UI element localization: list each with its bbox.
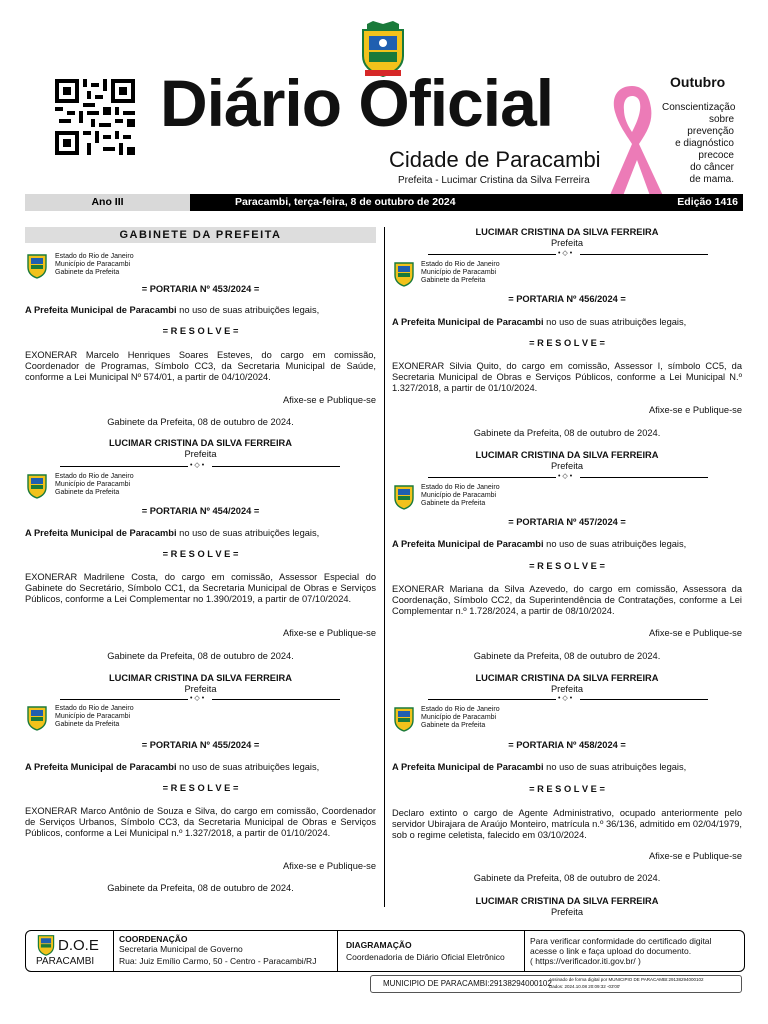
resolve-heading: = R E S O L V E =	[529, 784, 605, 794]
newspaper-title: Diário Oficial	[160, 66, 554, 140]
section-heading: GABINETE DA PREFEITA	[25, 227, 376, 243]
divider: • ◇ •	[428, 250, 708, 258]
publish-note: Afixe-se e Publique-se	[648, 405, 742, 415]
coordination-title: COORDENAÇÃO	[119, 934, 188, 944]
signer-name: LUCIMAR CRISTINA DA SILVA FERREIRA	[108, 438, 292, 448]
signature-date: Gabinete da Prefeita, 08 de outubro de 2024.	[473, 651, 661, 661]
signer-role: Prefeita	[184, 684, 217, 694]
org-header: Estado do Rio de Janeiro Município de Paracambi Gabinete da Prefeita	[55, 473, 134, 496]
signer-name: LUCIMAR CRISTINA DA SILVA FERREIRA	[475, 896, 659, 906]
signature-date: Gabinete da Prefeita, 08 de outubro de 2024.	[107, 651, 294, 661]
signer-role: Prefeita	[550, 907, 584, 917]
city-name: Cidade de Paracambi	[389, 147, 601, 172]
portaria-body: Declaro extinto o cargo de Agente Administrativo, ocupado anteriormente pelo servidor Ubirajara de Araújo Monteiro, matrícula n.º 36/136, admitido em 02/04/1979, sob o regime celetista, falecido em 03/10/2024.	[392, 808, 742, 840]
portaria-intro: A Prefeita Municipal de Paracambi no uso de suas atribuições legais,	[25, 528, 320, 538]
publish-note: Afixe-se e Publique-se	[282, 395, 376, 405]
portaria-intro: A Prefeita Municipal de Paracambi no uso de suas atribuições legais,	[25, 305, 320, 315]
layout-title: DIAGRAMAÇÃO	[346, 940, 412, 950]
publish-note: Afixe-se e Publique-se	[648, 851, 742, 861]
signer-name: LUCIMAR CRISTINA DA SILVA FERREIRA	[475, 450, 659, 460]
pink-ribbon-icon	[597, 78, 667, 208]
portaria-title: = PORTARIA Nº 457/2024 =	[508, 517, 626, 527]
small-coat-of-arms	[26, 473, 48, 499]
portaria-intro: A Prefeita Municipal de Paracambi no uso de suas atribuições legais,	[392, 539, 687, 549]
edition-number: Edição 1416	[677, 196, 738, 208]
signature-date: Dados: 2024.10.08 20:09:32 -03'00'	[549, 984, 621, 989]
portaria-body: EXONERAR Marco Antônio de Souza e Silva, do cargo em comissão, Coordenador de Serviços Urbanos, Símbolo CC3, da Secretaria Municipal de Obras e Serviços Públicos, conforme a Lei Municipal n.º 1.327/2018, a partir de 01/10/2024.	[25, 806, 376, 838]
signature-date: Gabinete da Prefeita, 08 de outubro de 2024.	[473, 428, 661, 438]
resolve-heading: = R E S O L V E =	[162, 549, 239, 559]
portaria-body: EXONERAR Madrilene Costa, do cargo em comissão, Assessor Especial do Gabinete do Secretário, Símbolo CC1, da Secretaria Municipal de Obras e Serviços Públicos, conforme a Lei Complementar no 1.390/2019, a partir de 07/10/2024.	[25, 572, 376, 604]
org-header: Estado do Rio de Janeiro Município de Paracambi Gabinete da Prefeita	[421, 484, 500, 507]
portaria-title: = PORTARIA Nº 453/2024 =	[141, 284, 260, 294]
resolve-heading: = R E S O L V E =	[162, 326, 239, 336]
portaria-body: EXONERAR Mariana da Silva Azevedo, do cargo em comissão, Assessora da Coordenação, Símbolo CC2, da Superintendência de Contratações, conforme a Lei Complementar n.º 1.728/2024, a partir de 08/10/2024.	[392, 584, 742, 616]
resolve-heading: = R E S O L V E =	[529, 561, 605, 571]
footer-divider	[524, 930, 525, 972]
portaria-title: = PORTARIA Nº 458/2024 =	[508, 740, 626, 750]
signature-date: Gabinete da Prefeita, 08 de outubro de 2024.	[107, 883, 294, 893]
small-coat-of-arms	[393, 261, 415, 287]
signature-date: Gabinete da Prefeita, 08 de outubro de 2024.	[473, 873, 661, 883]
small-coat-of-arms	[393, 484, 415, 510]
signature-date: Gabinete da Prefeita, 08 de outubro de 2024.	[107, 417, 294, 427]
divider: • ◇ •	[428, 473, 708, 481]
divider: • ◇ •	[60, 695, 340, 703]
signature-holder: MUNICIPIO DE PARACAMBI:29138294000102	[383, 979, 552, 988]
signature-detail: Assinado de forma digital por MUNICIPIO DE PARACAMBI:29138294000102	[549, 977, 704, 982]
layout-line: Coordenadoria de Diário Oficial Eletrônico	[346, 952, 505, 962]
publish-note: Afixe-se e Publique-se	[282, 628, 376, 638]
portaria-intro: A Prefeita Municipal de Paracambi no uso de suas atribuições legais,	[392, 762, 687, 772]
year-label: Ano III	[25, 194, 190, 211]
footer-divider	[337, 930, 338, 972]
divider: • ◇ •	[428, 695, 708, 703]
verify-line: acesse o link e faça upload do documento.	[530, 946, 692, 956]
campaign-month: Outubro	[670, 74, 726, 90]
org-header: Estado do Rio de Janeiro Município de Paracambi Gabinete da Prefeita	[55, 253, 134, 276]
resolve-heading: = R E S O L V E =	[162, 783, 239, 793]
portaria-body: EXONERAR Marcelo Henriques Soares Esteves, do cargo em comissão, Coordenador de Programas, Símbolo CC3, da Secretaria Municipal de Saúde, conforme a Lei Municipal Nº 574/01, a partir de 04/10/2024.	[25, 350, 376, 382]
portaria-intro: A Prefeita Municipal de Paracambi no uso de suas atribuições legais,	[392, 317, 687, 327]
qr-code	[55, 79, 135, 155]
signer-role: Prefeita	[550, 461, 584, 471]
doe-crest-icon	[35, 934, 57, 956]
doe-logo: D.O.E	[58, 937, 99, 954]
portaria-title: = PORTARIA Nº 456/2024 =	[508, 294, 626, 304]
small-coat-of-arms	[26, 253, 48, 279]
signer-role: Prefeita	[550, 238, 584, 248]
column-separator	[384, 227, 385, 907]
resolve-heading: = R E S O L V E =	[529, 338, 605, 348]
publish-note: Afixe-se e Publique-se	[282, 861, 376, 871]
small-coat-of-arms	[26, 705, 48, 731]
signer-name: LUCIMAR CRISTINA DA SILVA FERREIRA	[475, 673, 659, 683]
org-header: Estado do Rio de Janeiro Município de Paracambi Gabinete da Prefeita	[421, 261, 500, 284]
coordination-line: Secretaria Municipal de Governo	[119, 944, 243, 954]
org-header: Estado do Rio de Janeiro Município de Paracambi Gabinete da Prefeita	[55, 705, 134, 728]
signer-name: LUCIMAR CRISTINA DA SILVA FERREIRA	[108, 673, 292, 683]
portaria-title: = PORTARIA Nº 454/2024 =	[141, 506, 260, 516]
signer-role: Prefeita	[184, 449, 217, 459]
portaria-title: = PORTARIA Nº 455/2024 =	[141, 740, 260, 750]
campaign-text: Conscientização sobre prevenção e diagnóstico precoce do câncer de mama.	[662, 102, 736, 185]
digital-signature-stamp	[370, 975, 742, 993]
issue-info-bar	[25, 194, 743, 211]
org-header: Estado do Rio de Janeiro Município de Paracambi Gabinete da Prefeita	[421, 706, 500, 729]
verify-line: Para verificar conformidade do certificado digital	[530, 936, 712, 946]
issue-date: Paracambi, terça-feira, 8 de outubro de 2024	[235, 196, 456, 208]
small-coat-of-arms	[393, 706, 415, 732]
publish-note: Afixe-se e Publique-se	[648, 628, 742, 638]
doe-city: PARACAMBI	[36, 956, 95, 967]
portaria-body: EXONERAR Silvia Quito, do cargo em comissão, Assessor I, símbolo CC5, da Secretaria Municipal de Obras e Serviços Públicos, conforme a Lei Municipal N.º 1.327/2018, a partir de 01/10/2024.	[392, 361, 742, 393]
verify-link[interactable]: ( https://verificador.iti.gov.br/ )	[530, 956, 641, 966]
footer-divider	[113, 930, 114, 972]
signer-name: LUCIMAR CRISTINA DA SILVA FERREIRA	[475, 227, 659, 237]
coordination-address: Rua: Juiz Emílio Carmo, 50 - Centro - Paracambi/RJ	[119, 956, 317, 966]
divider: • ◇ •	[60, 462, 340, 470]
signer-role: Prefeita	[550, 684, 584, 694]
mayor-subtitle: Prefeita - Lucimar Cristina da Silva Ferreira	[398, 175, 590, 186]
portaria-intro: A Prefeita Municipal de Paracambi no uso de suas atribuições legais,	[25, 762, 320, 772]
